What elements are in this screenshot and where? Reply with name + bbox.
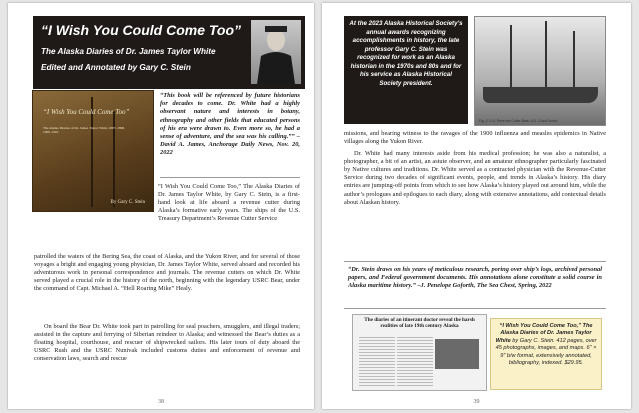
review-quote: “This book will be referenced by future historians for decades to come. Dr. White had a highly observant nature and interests in botany, ethnography and other fields that educated persons of his era were drawn to. Even more so, he had a sense of adventure, and the sea was his calling.”” –David A. James, Anchorage Daily News, Nov. 20, 2022 [160,92,300,157]
divider [160,177,300,178]
author-portrait-photo [251,20,301,84]
info-details: by Gary C. Stein. 412 pages, over 45 photographs, images, and maps. 6″ × 9″ b/w format, extensively annotated, bibliography, indexed. [495,337,597,367]
intro-paragraph: “I Wish You Could Come Too,” The Alaska Diaries of Dr. James Taylor White, by Gary C. Stein, is a first-hand look at life aboard a revenue cutter during Alaska’s formative early years. The ships of the U.S. Treasury Department’s Revenue Cutter Service [158,183,300,223]
info-price: $29.95. [564,360,584,367]
clipping-headline: The diaries of an itinerant doctor reveal the harsh realities of late 19th century Alaska [364,317,475,329]
body-paragraph: Dr. White had many interests aside from his medical profession; he was also a naturalist, a photographer, a bit of an artist, an astute observer, and an amateur ethnographer particularly fascinated by Native cultures and traditions. Dr. White served as a contracted physician with the Revenue-Cutter Service during two decades of significant events, people, and trends in Alaska’s history. His diary entries are jumping-off points from which to see how Alaska’s history played out around him, while the author’s prologues and epilogues to each diary, along with extensive annotations, add contextual details about Alaskan history. [344,150,606,206]
book-cover-image [32,90,154,212]
left-page [8,3,314,409]
cover-subtitle: The Alaska Diaries of Dr. James Taylor White 1897–1898, 1900–1901 [43,126,126,134]
body-paragraph: missions, and bearing witness to the ravages of the 1900 influenza and measles epidemics in Native villages along the Yukon River. [344,130,606,146]
newspaper-clipping [352,314,487,391]
right-page [322,3,631,409]
info-title: “I Wish You Could Come Too,” The Alaska Diaries of Dr. James Taylor White [495,323,593,344]
review-quote: “Dr. Stein draws on his years of meticulous research, poring over ship’s logs, archived personal papers, and Federal government documents. His annotations alone constitute a solid course in Alaska maritime history.” –J. Penelope Goforth, The Sea Chest, Spring, 2022 [348,266,602,290]
page-number: 39 [473,399,480,405]
photo-caption: Fig. 2. U.S. Revenue Cutter Bear. U.S. Coast Guard. [479,119,559,123]
book-title: “I Wish You Could Come Too” [41,22,242,38]
ship-photo [474,16,606,126]
divider [344,308,606,309]
page-number: 38 [158,399,164,405]
book-info-box [490,318,602,390]
body-paragraph: patrolled the waters of the Bering Sea, the coast of Alaska, and the Yukon River, and for several of those voyages a bright and engaging young physician, Dr. James Taylor White, served aboard and recorded his adventurous work in personal correspondence and journals. The revenue cutters on which Dr. White served played a crucial role in the history of the north, beginning with the legendary USRC Bear, under the command of Capt. Michael A. “Hell Roaring Mike” Healy. [34,253,300,293]
cover-title: “I Wish You Could Come Too” [43,108,130,116]
body-paragraph: On board the Bear Dr. White took part in patrolling for seal poachers, smugglers, and illegal traders; assisted in the capture and ferrying of Siberian reindeer to Alaska; and witnessed the Bear’s duties as a floating hospital, courthouse, and rescuer of shipwrecked sailors. His later tours of duty aboard the USRC Rush and the USRC Nunivak included customs duties and enforcement of revenue and conservation laws, search and rescue [34,323,300,363]
divider [344,261,606,262]
book-subtitle: The Alaska Diaries of Dr. James Taylor White [41,47,216,56]
book-editors: Edited and Annotated by Gary C. Stein [41,63,191,72]
cover-author: By Gary C. Stein [110,200,145,205]
award-box: At the 2023 Alaska Historical Society’s annual awards recognizing accomplishments in history, the late professor Gary C. Stein was recognized for work as an Alaska historian in the 1970s and 80s and for his service as Alaska Historical Society president. [344,16,468,124]
title-banner [33,16,305,89]
